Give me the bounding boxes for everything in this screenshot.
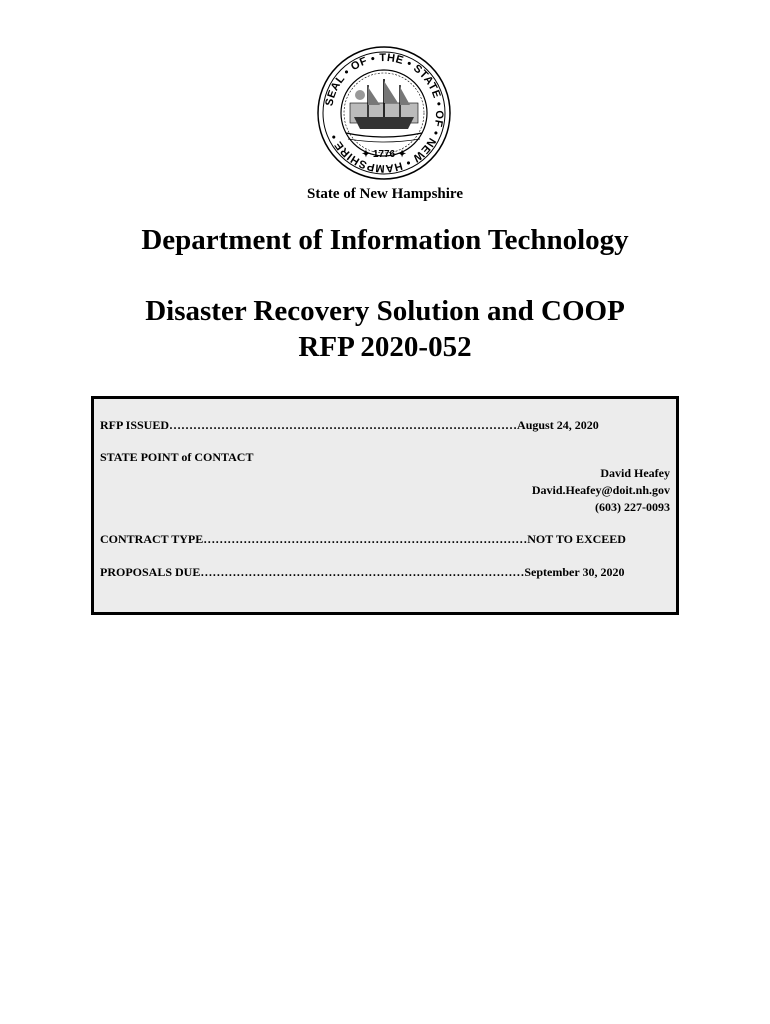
state-seal-icon [316, 45, 452, 181]
rfp-issued-row [100, 418, 599, 433]
department-title: Department of Information Technology [141, 224, 629, 256]
contact-email: David.Heafey@doit.nh.gov [531, 483, 670, 497]
rfp-issued-label: RFP ISSUED [100, 418, 170, 432]
leader-dots: ……………………………………………………………………… [203, 532, 528, 546]
rfp-title [0, 293, 770, 365]
contract-type-row [100, 532, 626, 547]
leader-dots: ……………………………………………………………………… [200, 565, 525, 579]
svg-text:SEAL • OF • THE • STATE • OF •: SEAL • OF • THE • STATE • OF • NEW • HAMPSHIRE • [323, 51, 446, 175]
proposals-due-value: September 30, 2020 [524, 565, 625, 579]
proposals-due-row [100, 565, 624, 580]
proposals-due-label: PROPOSALS DUE [100, 565, 201, 579]
contract-type-label: CONTRACT TYPE [100, 532, 204, 546]
contact-label: STATE POINT of CONTACT [100, 450, 254, 464]
rfp-info-box [91, 396, 679, 615]
rfp-issued-value: August 24, 2020 [517, 418, 599, 432]
contract-type-value: NOT TO EXCEED [527, 532, 626, 546]
contact-block [532, 465, 670, 516]
leader-dots: …………………………………………………………………………… [169, 418, 518, 432]
contact-phone: (603) 227-0093 [595, 500, 670, 514]
contact-name: David Heafey [600, 466, 670, 480]
state-name: State of New Hampshire [307, 186, 463, 202]
rfp-title-line1: Disaster Recovery Solution and COOP [145, 295, 625, 327]
svg-text:✦ 1776 ✦: ✦ 1776 ✦ [361, 149, 407, 160]
rfp-number: RFP 2020-052 [298, 331, 472, 363]
